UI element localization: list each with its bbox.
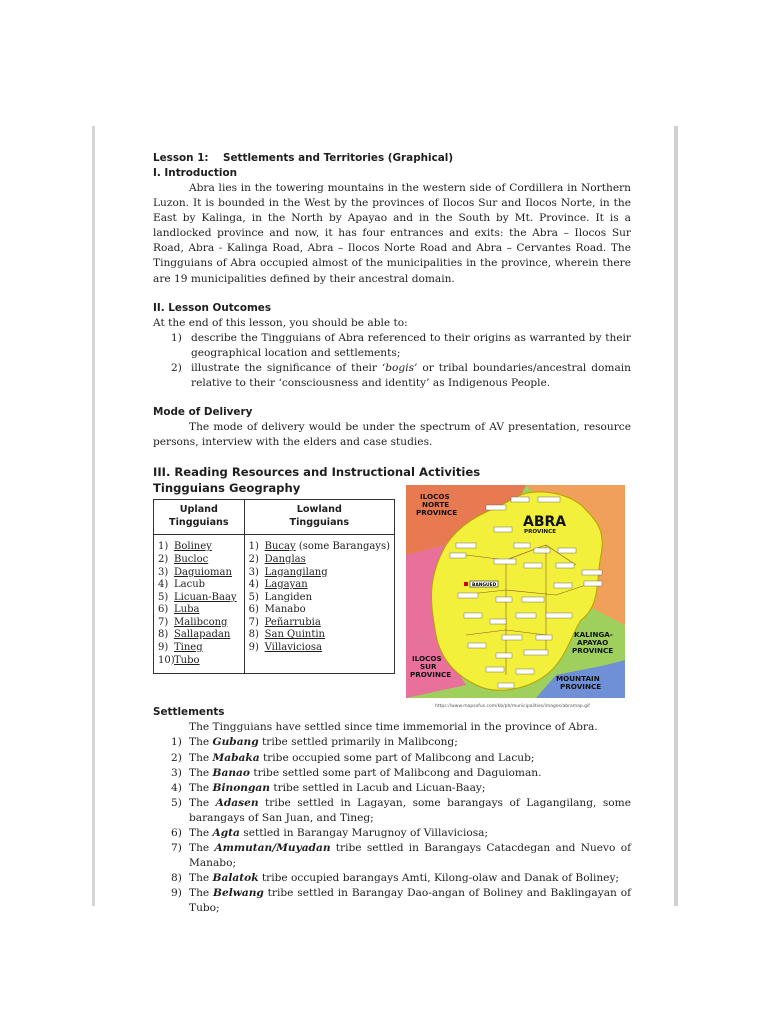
- lesson-title: [153, 151, 631, 166]
- outcomes-lead: At the end of this lesson, you should be able to:: [153, 316, 408, 329]
- upland-item: 4) Lacub: [158, 579, 206, 591]
- document-page: [92, 126, 678, 915]
- settlement-item: 6) The Agta settled in Barangay Marugnoy of Villaviciosa;: [171, 826, 489, 839]
- tribe-name: Agta: [212, 826, 240, 839]
- upland-item: 2) Bucloc: [158, 553, 209, 565]
- settlement-item: 9) The Belwang tribe settled in Barangay Dao-angan of Boliney and Baklingayan of Tubo;: [171, 887, 631, 915]
- upland-header: [154, 500, 245, 535]
- abra-map: [406, 485, 625, 698]
- upland-item: 1) Boliney: [158, 541, 212, 553]
- lowland-item: 9) Villaviciosa: [248, 642, 322, 654]
- delivery-paragraph: The mode of delivery would be under the spectrum of AV presentation, resource persons, interview with the elders and case studies.: [153, 421, 631, 449]
- tribe-name: Mabaka: [212, 751, 260, 764]
- lowland-item: 5) Langiden: [248, 591, 313, 603]
- tribe-name: Belwang: [213, 887, 264, 900]
- outcomes-list: [153, 331, 631, 391]
- tribe-name: Banao: [212, 766, 250, 779]
- upland-item: 9) Tineg: [158, 642, 203, 654]
- settlement-item: 4) The Binongan tribe settled in Lacub and Licuan-Baay;: [171, 781, 486, 794]
- abra-label: ABRA: [523, 514, 567, 531]
- lowland-item: 3) Lagangilang: [248, 566, 328, 578]
- kalinga-label: KALINGA- APAYAO PROVINCE: [572, 630, 614, 656]
- capital-marker-icon: [464, 582, 468, 586]
- outcome-item: [153, 331, 631, 361]
- lowland-item: 2) Danglas: [248, 553, 306, 565]
- tribe-name: Balatok: [212, 872, 259, 885]
- reading-heading: III. Reading Resources and Instructional Activities: [153, 465, 481, 480]
- settlements-lead: The Tingguians have settled since time immemorial in the province of Abra.: [189, 721, 598, 734]
- upland-header-line1: Upland: [179, 504, 218, 516]
- outcome-text: or tribal boundaries/ancestral domain relative to their ‘consciousness and identity’ as Indigenous People.: [191, 361, 631, 390]
- outcomes-heading: II. Lesson Outcomes: [153, 301, 272, 314]
- tribe-name: Gubang: [212, 736, 259, 749]
- page-content: [153, 151, 631, 917]
- delivery-heading: Mode of Delivery: [153, 406, 253, 419]
- upland-item: 10)Tubo: [158, 654, 200, 666]
- lesson-label: Lesson 1:: [153, 152, 209, 164]
- lowland-item: 8) San Quintin: [248, 629, 325, 641]
- tribe-name: Ammutan/Muyadan: [214, 842, 331, 855]
- bangued-label: BANGUED: [472, 583, 497, 589]
- ilocos-norte-label: ILOCOS NORTE PROVINCE: [416, 492, 458, 518]
- outcome-item: [153, 361, 631, 391]
- upland-list: [154, 535, 245, 674]
- ilocos-sur-label: ILOCOS SUR PROVINCE: [410, 654, 452, 680]
- intro-paragraph: Abra lies in the towering mountains in the western side of Cordillera in Northern Luzon. It is bounded in the West by the provinces of Ilocos Sur and Ilocos Norte, in the East by Kalinga, in the North by Apayao and in the South by Mt. Province. It is a landlocked province and now, it has four entrances and exits: the Abra – Ilocos Sur Road, Abra - Kalinga Road, Abra – Ilocos Norte Road and Abra – Cervantes Road. The Tingguians of Abra occupied almost of the municipalities in the province, wherein there are 19 municipalities defined by their ancestral domain.: [153, 182, 631, 285]
- lowland-item: 1) Bucay (some Barangays): [248, 541, 390, 553]
- settlement-item: 5) The Adasen tribe settled in Lagayan, some barangays of Lagangilang, some barangays of San Juan, and Tineg;: [171, 796, 632, 824]
- bogis-term: ‘bogis’: [381, 361, 418, 374]
- tingguians-table: [153, 499, 395, 674]
- lesson-title-text: Settlements and Territories (Graphical): [223, 152, 454, 164]
- map-credit: https://www.mapsofus.com/kb/ph/municipalities/images/abramap.gif: [435, 704, 590, 710]
- lowland-item: 6) Manabo: [248, 604, 306, 616]
- outcome-number: 1): [171, 331, 182, 344]
- lowland-header-line1: Lowland: [296, 504, 342, 516]
- abra-province-label: PROVINCE: [524, 529, 557, 536]
- lowland-header-line2: Tingguians: [289, 516, 350, 528]
- settlement-item: 1) The Gubang tribe settled primarily in Malibcong;: [171, 736, 458, 749]
- settlement-item: 3) The Banao tribe settled some part of Malibcong and Daguioman.: [171, 766, 542, 779]
- upland-item: 3) Daguioman: [158, 566, 232, 578]
- lowland-item: 7) Peñarrubia: [248, 616, 321, 628]
- tribe-name: Adasen: [215, 796, 259, 809]
- lowland-item: 4) Lagayan: [248, 579, 308, 591]
- lowland-list: [244, 535, 394, 674]
- settlement-item: 2) The Mabaka tribe occupied some part of Malibcong and Lacub;: [171, 751, 535, 764]
- intro-heading: I. Introduction: [153, 167, 237, 179]
- upland-header-line2: Tingguians: [169, 516, 229, 528]
- settlement-item: 7) The Ammutan/Muyadan tribe settled in Barangays Catacdegan and Nuevo of Manabo;: [171, 842, 631, 870]
- upland-item: 6) Luba: [158, 604, 200, 616]
- outcome-text: describe the Tingguians of Abra referenced to their origins as warranted by their geographical location and settlements;: [191, 331, 631, 359]
- mountain-province-label: MOUNTAIN PROVINCE: [556, 674, 602, 692]
- outcome-number: 2): [171, 361, 182, 374]
- settlement-item: 8) The Balatok tribe occupied barangays Amti, Kilong-olaw and Danak of Boliney;: [171, 872, 620, 885]
- lowland-header: [244, 500, 394, 535]
- settlements-list: [153, 735, 631, 916]
- upland-item: 8) Sallapadan: [158, 629, 231, 641]
- outcome-text: illustrate the significance of their: [191, 361, 382, 374]
- geography-section: [153, 481, 631, 710]
- tribe-name: Binongan: [212, 781, 270, 794]
- upland-item: 5) Licuan-Baay: [158, 591, 237, 603]
- settlements-heading: Settlements: [153, 706, 225, 719]
- upland-item: 7) Malibcong: [158, 616, 228, 628]
- geography-heading: Tingguians Geography: [153, 481, 301, 496]
